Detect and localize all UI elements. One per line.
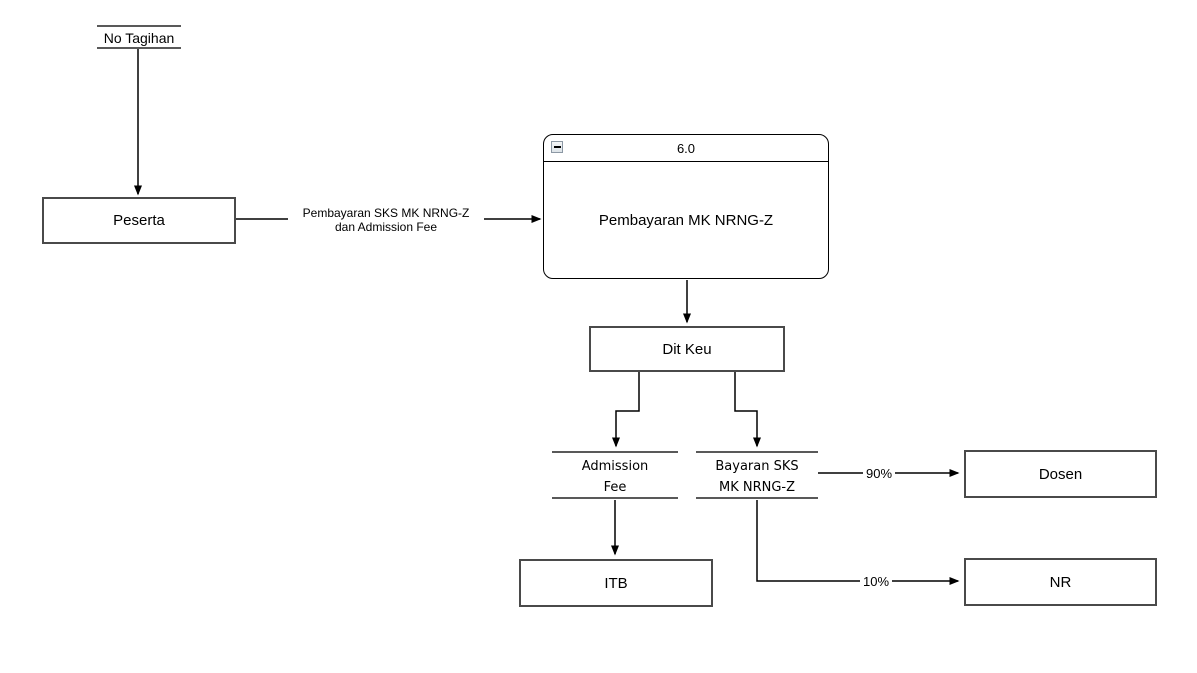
process-number: 6.0 bbox=[676, 140, 696, 156]
entity-nr-label: NR bbox=[1049, 573, 1072, 591]
entity-nr[interactable] bbox=[964, 558, 1157, 606]
edge-dit-keu-to-admission-fee[interactable] bbox=[616, 372, 639, 446]
entity-dosen[interactable] bbox=[964, 450, 1157, 498]
data-store-no-tagihan-label: No Tagihan bbox=[103, 30, 175, 46]
edge-dit-keu-to-bayaran-sks[interactable] bbox=[735, 372, 757, 446]
process-pembayaran-mk-nrng-z[interactable] bbox=[543, 134, 829, 279]
data-store-admission-fee-line1: Admission bbox=[581, 459, 649, 474]
edge-label-90-percent[interactable] bbox=[863, 466, 895, 481]
edge-label-90-text: 90% bbox=[866, 466, 893, 481]
edge-label-peserta-to-process[interactable] bbox=[288, 206, 484, 234]
edge-bayaran-to-nr[interactable] bbox=[757, 500, 958, 581]
process-body bbox=[544, 162, 828, 279]
edge-label-10-text: 10% bbox=[863, 574, 890, 589]
entity-peserta-label: Peserta bbox=[113, 212, 165, 229]
entity-peserta[interactable] bbox=[42, 197, 236, 244]
edge-label-10-percent[interactable] bbox=[860, 574, 892, 589]
process-header bbox=[544, 135, 828, 162]
collapse-button[interactable] bbox=[551, 141, 563, 153]
entity-itb[interactable] bbox=[519, 559, 713, 607]
minus-icon bbox=[554, 146, 561, 148]
entity-dosen-label: Dosen bbox=[1038, 465, 1083, 483]
edge-label-line2: dan Admission Fee bbox=[334, 220, 438, 234]
entity-dit-keu[interactable] bbox=[589, 326, 785, 372]
entity-itb-label: ITB bbox=[604, 574, 628, 592]
data-store-no-tagihan[interactable] bbox=[97, 25, 181, 49]
edge-label-line1: Pembayaran SKS MK NRNG-Z bbox=[302, 206, 470, 220]
data-store-bayaran-sks-line1: Bayaran SKS bbox=[715, 459, 799, 474]
entity-dit-keu-label: Dit Keu bbox=[662, 340, 712, 358]
data-store-admission-fee[interactable] bbox=[552, 451, 678, 499]
data-store-admission-fee-line2: Fee bbox=[603, 480, 627, 495]
data-store-bayaran-sks-line2: MK NRNG-Z bbox=[718, 480, 796, 495]
process-title: Pembayaran MK NRNG-Z bbox=[598, 212, 774, 229]
data-store-bayaran-sks[interactable] bbox=[696, 451, 818, 499]
